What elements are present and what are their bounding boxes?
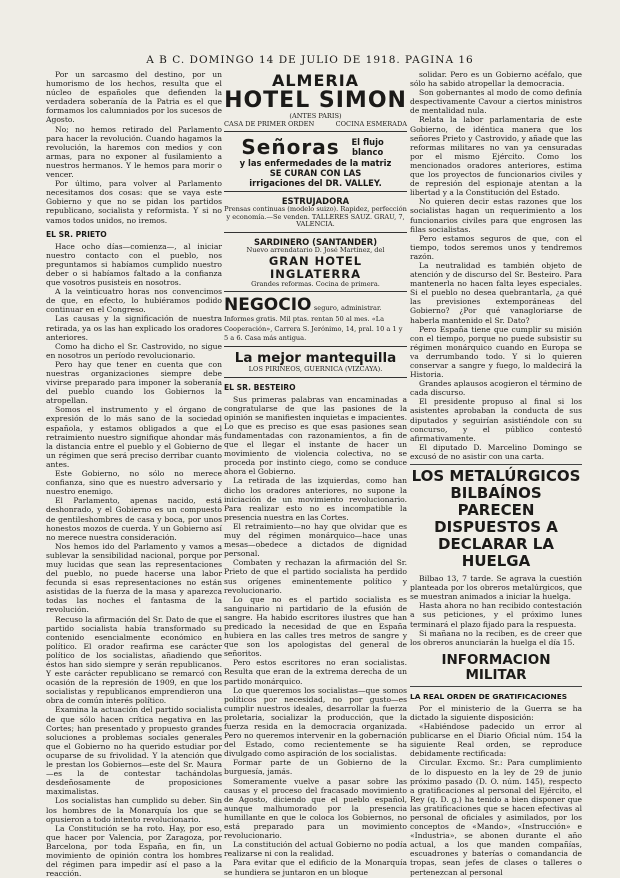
ad-dr-valley (224, 134, 407, 192)
column-left (46, 70, 222, 878)
paragraph: Bilbao 13, 7 tarde. Se agrava la cuestión planteada por los obreros metalúrgicos, que se muestran animados a iniciar la huelga. (410, 574, 582, 602)
paragraph: Examina la actuación del partido socialista de que sólo hacen crítica negativa en las Cortes; han presentado y propuesto grandes soluciones a problemas sociales generales que el Gobierno no ha querido estudiar por ocuparse de su frivolidad. Y la atención que le prestan los Gobiernos—este del Sr. Maura—es la de contestar tachándolas desdeñosamente de proposiciones maximalistas. (46, 705, 222, 797)
article-besteiro-continuation (410, 70, 582, 461)
paragraph: El presidente propuso al final si los asistentes aprobaban la conducta de sus diputados y seguirían asistiéndole con su concurso, y el público contestó afirmativamente. (410, 397, 582, 443)
paragraph: Son gobernantes al modo de como definía despectivamente Cavour a ciertos ministros de mentalidad nula. (410, 88, 582, 116)
paragraph: Hasta ahora no han recibido contestación a sus peticiones, y el próximo lunes terminará el plazo fijado para la respuesta. (410, 601, 582, 629)
column-middle (224, 70, 407, 877)
ad-senoras: Señoras (241, 135, 340, 160)
ad-estrujadora-text: Prensas continuas (modelo suizo). Rapidez, perfección y economía.—Se venden. TALLERES SAUZ. GRAU, 7, VALENCIA. (224, 205, 407, 229)
paragraph: A la veinticuatro horas nos convencimos de que, en efecto, lo hubiéramos podido continuar en el Congreso. (46, 287, 222, 315)
ad-gran-hotel (224, 235, 407, 292)
paragraph: La retirada de las izquierdas, como han dicho los oradores anteriores, no supone la iniciación de un movimiento revolucionario. Para realizar esto no es incompatible la presencia nuestra en las Cortes. (224, 476, 407, 522)
paragraph: La neutralidad es también objeto de atención y de discurso del Sr. Besteiro. Para mantenerla no hacen falta leyes especiales. Si el pueblo no desea quebrantarla, ¿a qué las previsiones extemporáneas del Gobierno? ¿Por qué vanagloriarse de haberla mantenido el Sr. Dato? (410, 260, 582, 325)
ad-sardinero: SARDINERO (SANTANDER) (253, 236, 378, 247)
paragraph: Recuso la afirmación del Sr. Dato de que el partido socialista había transformado su contenido esencialmente económico en político. El orador reafirma ese carácter político de los socialistas, añadiendo que éstos han sido siempre y serán republicanos. Y este carácter republicano se remarcó con ocasión de la represión de 1909, en que los socialistas y republicanos emprendieron una obra de común interés político. (46, 614, 222, 706)
paragraph: Lo que no es el partido socialista es sanguinario ni partidario de la efusión de sangre. Ha habido escritores ilustres que han predicado la necesidad de que en España hubiera en las calles tres metros de sangre y que son los apologistas del general de señoritos. (224, 594, 407, 659)
section-heading-real-orden: LA REAL ORDEN DE GRATIFICACIONES (410, 691, 568, 701)
paragraph: Para evitar que el edificio de la Monarquía se hundiera se juntaron en un bloque (224, 858, 407, 877)
paragraph: Someramente vuelve a pasar sobre las causas y el proceso del fracasado movimiento de Agosto, diciendo que el pueblo español, aunque malhumorado por la presencia humillante en que le coloca los Gobiernos, no está preparado para un movimiento revolucionario. (224, 776, 407, 841)
ad-hotel-cuisine: COCINA ESMERADA (335, 119, 407, 128)
paragraph: Como ha dicho el Sr. Castrovido, no sigue en nosotros un período revolucionario. (46, 341, 222, 360)
article-prieto (46, 242, 222, 878)
page-header: A B C. DOMINGO 14 DE JULIO DE 1918. PAGINA 16 (146, 54, 474, 66)
headline-informacion-militar: INFORMACION MILITAR (441, 651, 551, 683)
ad-sardinero-text: Nuevo arrendatario D. José Martínez, del (246, 245, 385, 254)
paragraph: Hace ocho días—comienza—, al iniciar nuestro contacto con el pueblo, nos preguntamos si habíamos cumplido nuestro deber o si habíamos faltado a la confianza que vosotros pusisteis en nosotros. (46, 241, 222, 288)
ad-mantequilla (224, 349, 407, 378)
paragraph: Pero España tiene que cumplir su misión con el tiempo, porque no puede subsistir su régimen monárquico cuando en Europa se va derrumbando todo. Y si lo quieren conservar a sangre y fuego, lo maldecirá la Historia. (410, 324, 582, 380)
paragraph: Relata la labor parlamentaria de este Gobierno, de idéntica manera que los señores Prieto y Castrovido, y añade que las reformas militares no van ya censuradas por el mismo Ejército. Como los mencionados oradores anteriores, estima que los proyectos de funcionarios civiles y de represión del espionaje atentan a la libertad y a la Constitución del Estado. (410, 115, 582, 198)
ad-gran-hotel-sub: Grandes reformas. Cocina de primera. (251, 279, 380, 288)
paragraph: El Parlamento, apenas nacido, está deshonrado, y el Gobierno es un compuesto de gentileshombres de casa y boca, por unos honestos mozos de cuerda. Y un Gobierno así no merece nuestra consideración. (46, 496, 222, 542)
headline-metalurgicos: LOS METALÚRGICOS BILBAÍNOS PARECEN DISPUESTOS A DECLARAR LA HUELGA (411, 467, 581, 571)
paragraph: solidar. Pero es un Gobierno acéfalo, que sólo ha sabido atropellar la democracia. (410, 70, 582, 89)
article-real-orden (410, 704, 582, 877)
section-heading-besteiro: EL SR. BESTEIRO (224, 382, 296, 392)
paragraph: Formar parte de un Gobierno de la burguesía, jamás. (224, 758, 407, 777)
paragraph: Pero hay que tener en cuenta que con nuestras organizaciones siempre debe vivirse preparado para imponer la soberanía del pueblo cuando los Gobiernos la atropellan. (46, 359, 222, 406)
ad-city: ALMERIA (271, 71, 360, 90)
paragraph: Pero estamos seguros de que, con el tiempo, todos seremos unos y tendremos razón. (410, 233, 582, 261)
ad-negocio-title: NEGOCIO (224, 295, 312, 316)
paragraph: Lo que queremos los socialistas—que somos políticos por necesidad, no por gusto—es cumplir nuestros ideales, desarrollar la fuerza proletaria, socializar la producción, que la fuerza resida en la democracia organizada. Pero no queremos intervenir en la gobernación del Estado, como recientemente se ha divulgado como aspiración de los socialistas. (224, 685, 407, 759)
article-continuation (46, 70, 222, 225)
ad-negocio (224, 294, 407, 347)
paragraph: «Habiéndose padecido un error al publicarse en el Diario Oficial núm. 154 la siguiente Real orden, se reproduce debidamente rectificada: (410, 722, 582, 759)
article-besteiro (224, 395, 407, 877)
ad-hotel-name: HOTEL SIMON (224, 88, 407, 113)
ad-hotel-simon (224, 70, 407, 132)
paragraph: Por un sarcasmo del destino, por un humorismo de los hechos, resulta que el núcleo de españoles que defienden la verdadera soberanía de la Patria es el que formamos los calumniados por los sucesos de Agosto. (46, 70, 222, 125)
paragraph: Somos el instrumento y el órgano de expresión de lo más sano de la sociedad española, y estamos obligados a que el retraimiento nuestro signifique ahondar más la distancia entre el pueblo y el Gobierno de un régimen que será preciso derribar cuanto antes. (46, 405, 222, 469)
paragraph: Combaten y rechazan la afirmación del Sr. Prieto de que el partido socialista ha perdido sus orígenes eminentemente político y revolucionario. (224, 558, 407, 595)
ad-hotel-class: CASA DE PRIMER ORDEN (224, 119, 315, 128)
paragraph: Por último, para volver al Parlamento necesitamos dos cosas: que se vaya este Gobierno y que no se pidan los partidos republicano, socialista y reformista. Y si no vamos todos unidos, no iremos. (46, 179, 222, 225)
paragraph: Las causas y la significación de nuestra retirada, ya os las han explicado los oradores anteriores. (46, 314, 222, 342)
ad-mantequilla-sub: LOS PIRINEOS, GUERNICA (VIZCAYA). (248, 364, 383, 373)
section-heading-prieto: EL SR. PRIETO (46, 229, 107, 239)
paragraph: El retraimiento—no hay que olvidar que es muy del régimen monárquico—hace unas mesas—obedece a dictados de dignidad personal. (224, 521, 407, 559)
paragraph: Nos hemos ido del Parlamento y vamos a sublevar la sensibilidad nacional, porque por muy lucidas que sean las representaciones del pueblo, no puede hacerse una labor fecunda si esas representaciones no están asistidas de la fuerza de la masa y aparezca todas las noches el fantasma de la revolución. (46, 541, 222, 615)
paragraph: Los socialistas han cumplido su deber. Sin los hombres de la Monarquía los que se opusieron a todo intento revolucionario. (46, 796, 222, 824)
ad-gran-hotel-name: GRAN HOTEL INGLATERRA (268, 253, 363, 281)
ad-mantequilla-title: La mejor mantequilla (234, 349, 397, 366)
ad-estrujadora-title: ESTRUJADORA (281, 196, 350, 207)
paragraph: Grandes aplausos acogieron el término de cada discurso. (410, 379, 582, 398)
ad-irrigaciones: irrigaciones del DR. VALLEY. (249, 178, 382, 189)
paragraph: La constitución del actual Gobierno no podía realizarse ni con la realidad. (224, 840, 407, 859)
article-metalurgicos (410, 574, 582, 647)
paragraph: La Constitución se ha roto. Hay, por eso, que hacer por Valencia, por Zaragoza, por Barcelona, por toda España, en fin, un movimiento de opinión contra los hombres del régimen para impedir así el paso a la reacción. (46, 823, 222, 878)
paragraph: No quieren decir estas razones que los socialistas hagan un requerimiento a los funcionarios civiles para que engrosen las filas socialistas. (410, 197, 582, 234)
paragraph: Circular. Excmo. Sr.: Para cumplimiento de lo dispuesto en la ley de 29 de junio próximo pasado (D. O. núm. 145), respecto a gratificaciones al personal del Ejército, el Rey (q. D. g.) ha tenido a bien disponer que las gratificaciones que se hacen efectivas al personal de oficiales y asimilados, por los conceptos de «Mando», «Instrucción» e «Industria», se abonen durante el año actual, a los que manden compañías, escuadrones y baterías o comandancia de tropas, sean jefes de clases o talleres o pertenezcan al personal (410, 758, 582, 877)
paragraph: Sus primeras palabras van encaminadas a congratularse de que las pasiones de la opinión se manifiesten inquietas e impacientes. Lo que es preciso es que esas pasiones sean fundamentadas con razonamientos, a fin de que el llegar el instante de hacer un movimiento de violencia colectiva, no se proceda por instinto ciego, como se conduce ahora el Gobierno. (224, 394, 407, 477)
paragraph: No; no hemos retirado del Parlamento para hacer la revolución. Cuando hagamos la revolución, la haremos con medios y con armas, para no exponer al fusilamiento a nuestros hermanos. Y le hemos para morir o vencer. (46, 124, 222, 180)
paragraph: Este Gobierno, no sólo no merece confianza, sino que es nuestro adversario y nuestro enemigo. (46, 469, 222, 497)
column-right (410, 70, 582, 877)
ad-estrujadora (224, 194, 407, 233)
paragraph: Por el ministerio de la Guerra se ha dictado la siguiente disposición: (410, 703, 582, 722)
ad-hotel-former: (ANTES PARIS) (289, 112, 342, 120)
paragraph: Si mañana no la reciben, es de creer que los obreros anunciarán la huelga el día 15. (410, 628, 582, 647)
ad-curan: SE CURAN CON LAS (269, 168, 362, 179)
paragraph: Pero estos escritores no eran socialistas. Resulta que eran de la extrema derecha de un partido monárquico. (224, 658, 407, 686)
paragraph: El diputado D. Marcelino Domingo se excusó de no asistir con una carta. (410, 442, 582, 461)
ad-matriz: y las enfermedades de la matriz (239, 158, 392, 169)
ad-flujo: El flujo blanco (351, 137, 384, 158)
ad-negocio-text: seguro, administrar. Informes gratis. Mil ptas. rentan 50 al mes. «La Cooperación», Carrera S. Jerónimo, 14, pral. 10 a 1 y 5 a 6. Casa más antigua. (224, 304, 403, 343)
